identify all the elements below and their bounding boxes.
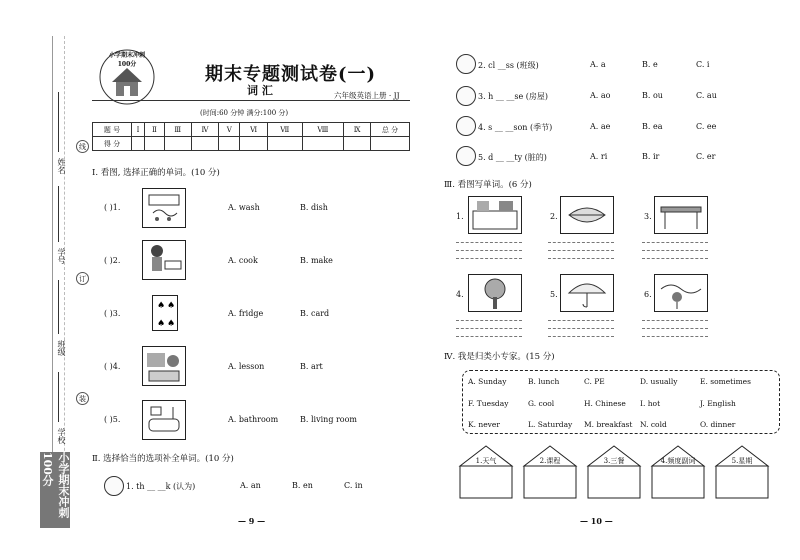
s3-item2-writeline[interactable] xyxy=(548,250,614,251)
s3-item2-picture xyxy=(560,196,614,234)
s2-q4-option-a[interactable]: A. ae xyxy=(590,122,611,131)
category-house-days[interactable] xyxy=(714,444,770,500)
s3-item1-picture xyxy=(468,196,522,234)
score-cell[interactable] xyxy=(144,137,164,151)
s2-q2-prompt: 2. cl __ss (班级) xyxy=(478,61,539,70)
s1-q2-option-a[interactable]: A. cook xyxy=(228,256,258,265)
house-outline-icon xyxy=(586,444,642,500)
s2-q3-prompt: 3. h __ __se (房屋) xyxy=(478,92,549,101)
s2-q2-answer-sun-icon[interactable] xyxy=(456,54,476,74)
time-info: (时间:60 分钟 满分:100 分) xyxy=(200,109,289,117)
s2-q2-option-c[interactable]: C. i xyxy=(696,60,710,69)
s1-q4-number[interactable]: ( )4. xyxy=(104,362,121,371)
s2-q4-answer-sun-icon[interactable] xyxy=(456,116,476,136)
s1-q5-number[interactable]: ( )5. xyxy=(104,415,121,424)
bathroom-icon xyxy=(143,401,185,439)
s2-q1-option-a[interactable]: A. an xyxy=(240,481,261,490)
s3-item3-writeline[interactable] xyxy=(642,242,708,243)
section2-heading: Ⅱ. 选择恰当的选项补全单词。(10 分) xyxy=(92,454,234,464)
umbrella-icon xyxy=(561,275,613,311)
s1-q1-number[interactable]: ( )1. xyxy=(104,203,121,212)
s3-item3-writeline[interactable] xyxy=(642,258,708,259)
left-page-number: — 9 — xyxy=(238,516,266,526)
s3-item1-writeline[interactable] xyxy=(456,250,522,251)
s3-item1-writeline[interactable] xyxy=(456,258,522,259)
s2-q5-answer-sun-icon[interactable] xyxy=(456,146,476,166)
score-header-cell: Ⅱ xyxy=(144,123,164,137)
tree-icon xyxy=(469,275,521,311)
s2-q5-option-b[interactable]: B. ir xyxy=(642,152,660,161)
score-cell[interactable] xyxy=(164,137,191,151)
s2-q3-option-b[interactable]: B. ou xyxy=(642,91,663,100)
score-header-cell: 总 分 xyxy=(371,123,410,137)
score-header-cell: 题 号 xyxy=(93,123,132,137)
girl-cooking-icon xyxy=(143,241,185,279)
s2-q5-option-c[interactable]: C. er xyxy=(696,152,716,161)
s1-q1-option-b[interactable]: B. dish xyxy=(300,203,328,212)
s2-q4-option-c[interactable]: C. ee xyxy=(696,122,717,131)
s3-item5-writeline[interactable] xyxy=(548,320,614,321)
s1-q2-option-b[interactable]: B. make xyxy=(300,256,333,265)
s3-item5-picture xyxy=(560,274,614,312)
student-id-label: 学号 xyxy=(57,248,66,264)
s2-q1-option-b[interactable]: B. en xyxy=(292,481,313,490)
word-bank-item: N. cold xyxy=(640,420,667,429)
grade-label: 六年级英语上册 · JJ xyxy=(334,91,400,100)
s3-item5-writeline[interactable] xyxy=(548,328,614,329)
name-field[interactable] xyxy=(58,92,59,152)
playing-card-icon xyxy=(153,296,177,330)
category-house-meals[interactable] xyxy=(586,444,642,500)
word-bank-item: G. cool xyxy=(528,399,555,408)
s3-item6-number: 6. xyxy=(644,290,652,299)
s1-q2-picture xyxy=(142,240,186,280)
kitchen-icon xyxy=(469,197,521,233)
logo-text: 小学期末冲刺100分 xyxy=(108,52,145,68)
score-header-cell: Ⅴ xyxy=(219,123,240,137)
s3-item4-writeline[interactable] xyxy=(456,336,522,337)
s3-item1-number: 1. xyxy=(456,212,464,221)
s2-q4-option-b[interactable]: B. ea xyxy=(642,122,663,131)
s1-q3-picture xyxy=(152,295,178,331)
s3-item2-writeline[interactable] xyxy=(548,258,614,259)
word-bank-item: K. never xyxy=(468,420,500,429)
school-label: 学校 xyxy=(57,428,66,444)
house-label: 1.天气 xyxy=(475,457,497,465)
student-id-field[interactable] xyxy=(58,186,59,242)
s2-q2-option-a[interactable]: A. a xyxy=(590,60,606,69)
s3-item3-number: 3. xyxy=(644,212,652,221)
section4-heading: Ⅳ. 我是归类小专家。(15 分) xyxy=(444,352,555,362)
s3-item6-writeline[interactable] xyxy=(642,328,708,329)
svg-text:♠: ♠ xyxy=(167,301,176,311)
score-cell[interactable] xyxy=(344,137,371,151)
washing-hands-icon xyxy=(143,189,185,227)
class-label: 班级 xyxy=(57,340,66,356)
page-subtitle: 词 汇 xyxy=(247,84,273,97)
score-cell[interactable] xyxy=(267,137,302,151)
s1-q5-option-a[interactable]: A. bathroom xyxy=(228,415,279,424)
mouth-icon xyxy=(561,197,613,233)
word-bank-item: F. Tuesday xyxy=(468,399,509,408)
s3-item6-writeline[interactable] xyxy=(642,320,708,321)
word-bank-item: L. Saturday xyxy=(528,420,573,429)
s3-item5-number: 5. xyxy=(550,290,558,299)
word-bank-item: J. English xyxy=(700,399,736,408)
binding-mark-zhuang: 装 xyxy=(76,392,89,405)
s1-q4-option-a[interactable]: A. lesson xyxy=(228,362,265,371)
score-table xyxy=(92,122,410,151)
right-page-number: — 10 — xyxy=(580,516,613,526)
s3-item6-writeline[interactable] xyxy=(642,336,708,337)
score-cell[interactable] xyxy=(371,137,410,151)
word-bank-item: H. Chinese xyxy=(584,399,626,408)
svg-text:♠: ♠ xyxy=(157,319,166,329)
score-header-cell: Ⅳ xyxy=(191,123,219,137)
score-cell[interactable] xyxy=(240,137,268,151)
header-rule xyxy=(92,100,410,101)
name-label: 姓名 xyxy=(57,158,66,174)
s2-q4-prompt: 4. s __ __son (季节) xyxy=(478,123,553,132)
s1-q1-picture xyxy=(142,188,186,228)
word-bank-item: B. lunch xyxy=(528,377,560,386)
s3-item3-writeline[interactable] xyxy=(642,250,708,251)
category-house-adverbs[interactable] xyxy=(650,444,706,500)
word-bank-item: M. breakfast xyxy=(584,420,633,429)
s1-q4-option-b[interactable]: B. art xyxy=(300,362,323,371)
score-header-cell: Ⅷ xyxy=(302,123,344,137)
s2-q3-answer-sun-icon[interactable] xyxy=(456,86,476,106)
s2-q5-prompt: 5. d __ __ty (脏的) xyxy=(478,153,547,162)
score-header-cell: Ⅰ xyxy=(132,123,145,137)
s2-q1-option-c[interactable]: C. in xyxy=(344,481,363,490)
s2-q1-answer-sun-icon[interactable] xyxy=(104,476,124,496)
art-class-icon xyxy=(143,347,185,385)
brand-vertical: 小学期末冲刺100分 xyxy=(40,452,70,528)
s3-item3-picture xyxy=(654,196,708,234)
house-label: 5.星期 xyxy=(731,457,753,465)
class-field[interactable] xyxy=(58,280,59,334)
s3-item6-picture xyxy=(654,274,708,312)
s2-q2-option-b[interactable]: B. e xyxy=(642,60,658,69)
s3-item5-writeline[interactable] xyxy=(548,336,614,337)
s1-q5-picture xyxy=(142,400,186,440)
s3-item4-number: 4. xyxy=(456,290,464,299)
binding-mark-ding: 订 xyxy=(76,272,89,285)
house-label: 3.三餐 xyxy=(603,457,625,465)
s3-item4-writeline[interactable] xyxy=(456,328,522,329)
s2-q3-option-c[interactable]: C. au xyxy=(696,91,717,100)
section1-heading: Ⅰ. 看图, 选择正确的单词。(10 分) xyxy=(92,168,220,178)
s1-q1-option-a[interactable]: A. wash xyxy=(228,203,260,212)
s1-q3-number[interactable]: ( )3. xyxy=(104,309,121,318)
s1-q3-option-a[interactable]: A. fridge xyxy=(228,309,264,318)
s3-item4-writeline[interactable] xyxy=(456,320,522,321)
category-house-weather[interactable] xyxy=(458,444,514,500)
word-bank-item: A. Sunday xyxy=(468,377,507,386)
table-icon xyxy=(655,197,707,233)
s1-q3-option-b[interactable]: B. card xyxy=(300,309,330,318)
binding-sidebar xyxy=(0,0,84,560)
logo-badge xyxy=(98,48,156,106)
word-bank-item: D. usually xyxy=(640,377,678,386)
s2-q3-option-a[interactable]: A. ao xyxy=(590,91,611,100)
s3-item2-number: 2. xyxy=(550,212,558,221)
word-bank-item: O. dinner xyxy=(700,420,736,429)
windy-scene-icon xyxy=(655,275,707,311)
house-label: 2.课程 xyxy=(539,457,561,465)
page-title: 期末专题测试卷(一) xyxy=(205,64,377,85)
score-header-cell: Ⅲ xyxy=(164,123,191,137)
svg-text:♠: ♠ xyxy=(157,301,166,311)
house-outline-icon xyxy=(650,444,706,500)
s3-item4-picture xyxy=(468,274,522,312)
house-label: 4.频度副词 xyxy=(660,457,696,465)
s2-q1-prompt: 1. th __ __k (认为) xyxy=(126,482,196,491)
binding-mark-xian: 线 xyxy=(76,140,89,153)
score-header-cell: Ⅶ xyxy=(267,123,302,137)
score-cell[interactable] xyxy=(191,137,219,151)
svg-text:♠: ♠ xyxy=(167,319,176,329)
s1-q4-picture xyxy=(142,346,186,386)
word-bank-item: E. sometimes xyxy=(700,377,751,386)
score-row-label: 得 分 xyxy=(93,137,132,151)
house-outline-icon xyxy=(522,444,578,500)
s3-item1-writeline[interactable] xyxy=(456,242,522,243)
score-cell[interactable] xyxy=(302,137,344,151)
s1-q5-option-b[interactable]: B. living room xyxy=(300,415,358,424)
score-header-cell: Ⅵ xyxy=(240,123,268,137)
word-bank-item: I. hot xyxy=(640,399,661,408)
s1-q2-number[interactable]: ( )2. xyxy=(104,256,121,265)
score-header-cell: Ⅸ xyxy=(344,123,371,137)
score-cell[interactable] xyxy=(219,137,240,151)
score-cell[interactable] xyxy=(132,137,145,151)
word-bank-item: C. PE xyxy=(584,377,605,386)
school-field[interactable] xyxy=(58,372,59,422)
s2-q5-option-a[interactable]: A. ri xyxy=(590,152,608,161)
category-house-subjects[interactable] xyxy=(522,444,578,500)
section3-heading: Ⅲ. 看图写单词。(6 分) xyxy=(444,180,532,190)
house-outline-icon xyxy=(458,444,514,500)
s3-item2-writeline[interactable] xyxy=(548,242,614,243)
house-outline-icon xyxy=(714,444,770,500)
